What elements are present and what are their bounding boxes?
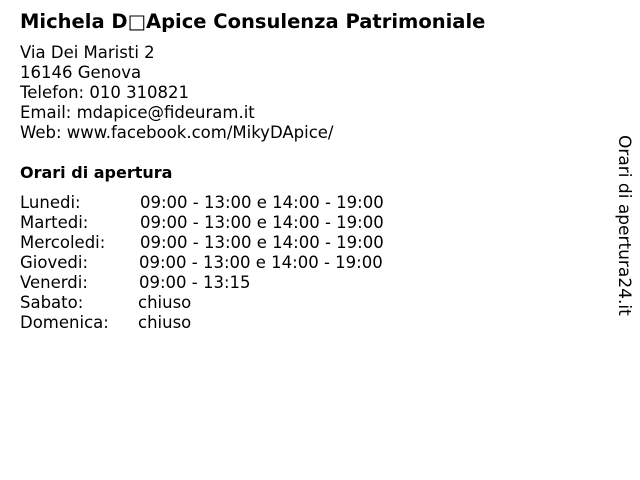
address-block bbox=[20, 43, 334, 143]
day-label: Lunedi: bbox=[20, 193, 81, 212]
day-label: Giovedi: bbox=[20, 253, 88, 272]
day-label: Venerdi: bbox=[20, 273, 88, 292]
day-hours: 09:00 - 13:00 e 14:00 - 19:00 bbox=[139, 253, 383, 272]
day-label: Mercoledi: bbox=[20, 233, 106, 252]
day-hours: 09:00 - 13:00 e 14:00 - 19:00 bbox=[140, 213, 384, 232]
day-hours: chiuso bbox=[138, 293, 192, 312]
day-hours: 09:00 - 13:00 e 14:00 - 19:00 bbox=[140, 233, 384, 252]
day-label: Martedi: bbox=[20, 213, 89, 232]
phone-number: Telefon: 010 310821 bbox=[20, 83, 190, 102]
opening-hours-heading: Orari di apertura bbox=[20, 163, 173, 182]
street-address: Via Dei Maristi 2 bbox=[20, 43, 155, 62]
website-address: Web: www.facebook.com/MikyDApice/ bbox=[20, 123, 334, 142]
email-address: Email: mdapice@fideuram.it bbox=[20, 103, 255, 122]
day-hours: 09:00 - 13:00 e 14:00 - 19:00 bbox=[140, 193, 384, 212]
day-label: Sabato: bbox=[20, 293, 84, 312]
day-label: Domenica: bbox=[20, 313, 109, 332]
site-brand-vertical: Orari di apertura24.it bbox=[614, 135, 634, 316]
city-postcode: 16146 Genova bbox=[20, 63, 142, 82]
day-hours: 09:00 - 13:15 bbox=[139, 273, 251, 292]
business-name: Michela D□Apice Consulenza Patrimoniale bbox=[20, 10, 486, 33]
day-hours: chiuso bbox=[138, 313, 192, 332]
